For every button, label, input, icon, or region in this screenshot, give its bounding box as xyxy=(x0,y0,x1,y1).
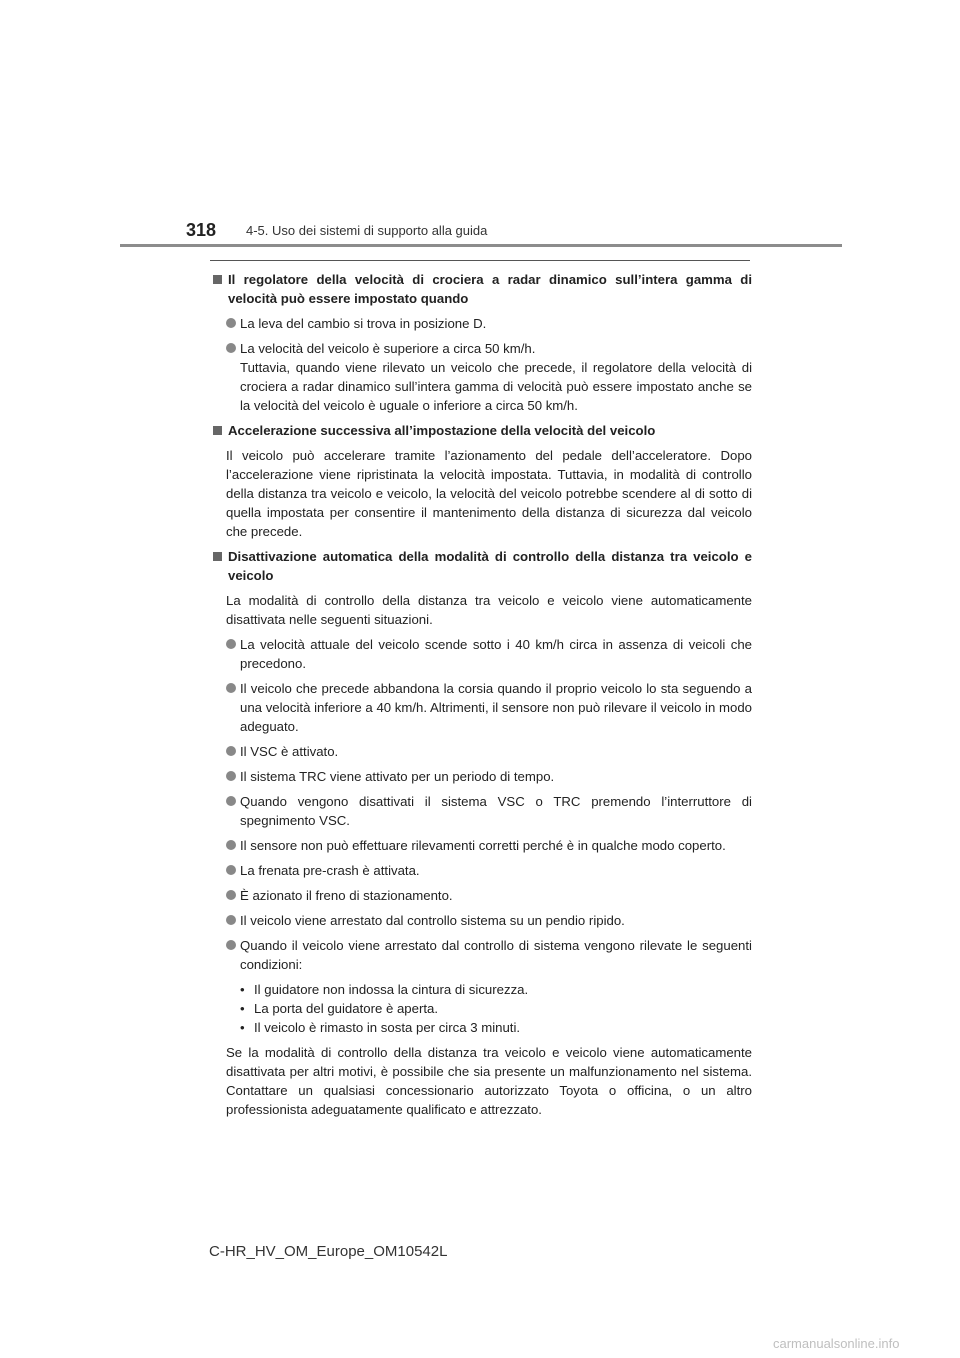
section-heading: Disattivazione automatica della modalità di controllo della distanza tra veicolo e veicolo xyxy=(210,547,752,585)
page-number: 318 xyxy=(186,220,217,240)
sub-bullet-marker: • xyxy=(240,982,245,997)
header-rule xyxy=(120,244,842,247)
sub-bullet-marker: • xyxy=(240,1020,245,1035)
paragraph: La modalità di controllo della distanza tra veicolo e veicolo viene automaticamente disattivata nelle seguenti situazioni. xyxy=(226,593,752,627)
list-item: Il veicolo che precede abbandona la corsia quando il proprio veicolo lo sta seguendo a una velocità inferiore a 40 km/h. Altrimenti, il sensore non può rilevare il veicolo in modo adeguato. xyxy=(226,679,752,736)
circle-bullet-icon xyxy=(226,915,236,925)
circle-bullet-icon xyxy=(226,796,236,806)
list-item: È azionato il freno di stazionamento. xyxy=(226,886,752,905)
bullet-continuation: Tuttavia, quando viene rilevato un veicolo che precede, il regolatore della velocità di crociera a radar dinamico sull’intera gamma di velocità può essere impostato anche se la velocità del veicolo è uguale o inferiore a circa 50 km/h. xyxy=(240,360,752,413)
sub-bullet-marker: • xyxy=(240,1001,245,1016)
sub-list-item: • La porta del guidatore è aperta. xyxy=(240,1001,439,1016)
square-bullet-icon xyxy=(213,275,222,284)
circle-bullet-icon xyxy=(226,890,236,900)
circle-bullet-icon xyxy=(226,840,236,850)
circle-bullet-icon xyxy=(226,318,236,328)
circle-bullet-icon xyxy=(226,639,236,649)
circle-bullet-icon xyxy=(226,865,236,875)
paragraph: Il veicolo può accelerare tramite l’azionamento del pedale dell’acceleratore. Dopo l’accelerazione viene ripristinata la velocità impostata. Tuttavia, in modalità di controllo della distanza tra veicolo e veicolo, la velocità del veicolo potrebbe scendere al di sotto di quella impostata per consentire il mantenimento della distanza di sicurezza dal veicolo che precede. xyxy=(226,448,752,539)
list-item: Il sistema TRC viene attivato per un periodo di tempo. xyxy=(226,767,752,786)
circle-bullet-icon xyxy=(226,746,236,756)
section-heading: Il regolatore della velocità di crociera a radar dinamico sull’intera gamma di velocità può essere impostato quando xyxy=(210,270,752,308)
list-item: Il VSC è attivato. xyxy=(226,742,752,761)
sub-list xyxy=(240,980,752,1037)
list-item: La leva del cambio si trova in posizione D. xyxy=(226,314,752,333)
list-item xyxy=(226,339,752,415)
section-title: 4-5. Uso dei sistemi di supporto alla guida xyxy=(246,223,488,238)
list-item: Il sensore non può effettuare rilevamenti corretti perché è in qualche modo coperto. xyxy=(226,836,752,855)
list-item: La frenata pre-crash è attivata. xyxy=(226,861,752,880)
bullet-line: La velocità del veicolo è superiore a circa 50 km/h. xyxy=(240,341,536,356)
content xyxy=(210,270,752,1125)
watermark: carmanualsonline.info xyxy=(773,1336,900,1351)
footer-code: C-HR_HV_OM_Europe_OM10542L xyxy=(209,1243,448,1260)
square-bullet-icon xyxy=(213,552,222,561)
circle-bullet-icon xyxy=(226,771,236,781)
content-rule xyxy=(210,260,750,261)
closing-paragraph: Se la modalità di controllo della distanza tra veicolo e veicolo viene automaticamente disattivata per altri motivi, è possibile che sia presente un malfunzionamento nel sistema. Contattare un qualsiasi concessionario autorizzato Toyota o officina, o un altro professionista adeguatamente qualificato e attrezzato. xyxy=(226,1045,752,1117)
square-bullet-icon xyxy=(213,426,222,435)
sub-list-item: • Il veicolo è rimasto in sosta per circa 3 minuti. xyxy=(240,1020,521,1035)
section-heading: Accelerazione successiva all’impostazione della velocità del veicolo xyxy=(210,421,752,440)
sub-list-item: • Il guidatore non indossa la cintura di sicurezza. xyxy=(240,982,529,997)
circle-bullet-icon xyxy=(226,940,236,950)
list-item: La velocità attuale del veicolo scende sotto i 40 km/h circa in assenza di veicoli che precedono. xyxy=(226,635,752,673)
list-item: Quando il veicolo viene arrestato dal controllo di sistema vengono rilevate le seguenti condizioni: xyxy=(226,936,752,974)
list-item: Quando vengono disattivati il sistema VSC o TRC premendo l’interruttore di spegnimento VSC. xyxy=(226,792,752,830)
circle-bullet-icon xyxy=(226,683,236,693)
circle-bullet-icon xyxy=(226,343,236,353)
list-item: Il veicolo viene arrestato dal controllo sistema su un pendio ripido. xyxy=(226,911,752,930)
